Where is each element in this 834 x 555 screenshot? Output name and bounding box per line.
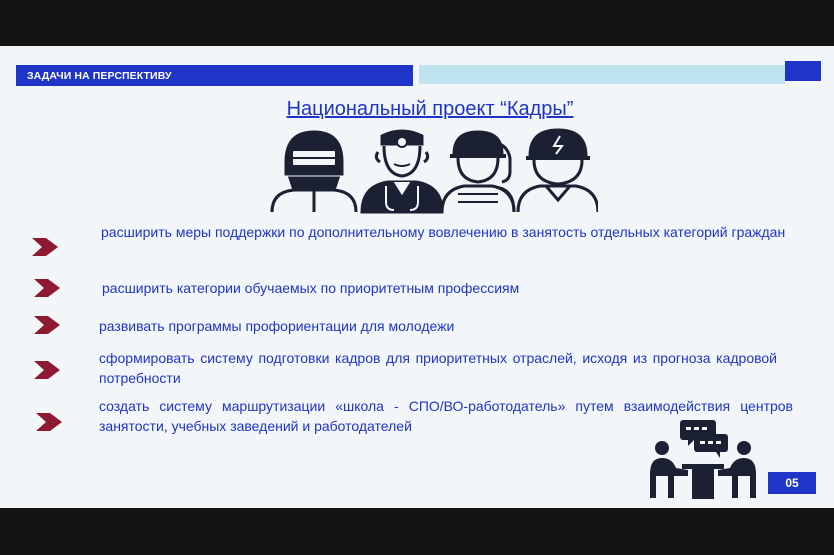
header-accent-light — [419, 65, 785, 84]
chevron-icon — [34, 277, 62, 299]
builder-icon — [442, 132, 514, 212]
chevron-icon — [34, 359, 62, 381]
meeting-icon — [648, 418, 758, 500]
list-item: расширить категории обучаемых по приоритетным профессиям — [102, 280, 520, 296]
doctor-icon — [362, 131, 442, 212]
worker-icon — [518, 130, 598, 212]
header-bar — [16, 65, 413, 86]
slide-title: Национальный проект “Кадры” — [286, 98, 574, 120]
list-item: создать систему маршрутизации «школа - СПО/ВО-работодатель» путем взаимодействия центров занятости, учебных заведений и работодателей — [99, 398, 793, 434]
workers-illustration — [268, 128, 598, 214]
chevron-icon — [32, 236, 60, 258]
chevron-icon — [34, 314, 62, 336]
chevron-icon — [36, 411, 64, 433]
list-item: развивать программы профориентации для молодежи — [99, 318, 455, 334]
header-accent-dark — [785, 61, 821, 81]
list-item: сформировать систему подготовки кадров для приоритетных отраслей, исходя из прогноза кадровой потребности — [99, 350, 777, 386]
section-title: ЗАДАЧИ НА ПЕРСПЕКТИВУ — [27, 69, 172, 82]
presentation-slide — [0, 46, 834, 508]
welder-icon — [272, 132, 356, 212]
page-number: 05 — [768, 472, 816, 494]
list-item: расширить меры поддержки по дополнительному вовлечению в занятость отдельных категорий граждан — [101, 224, 786, 240]
